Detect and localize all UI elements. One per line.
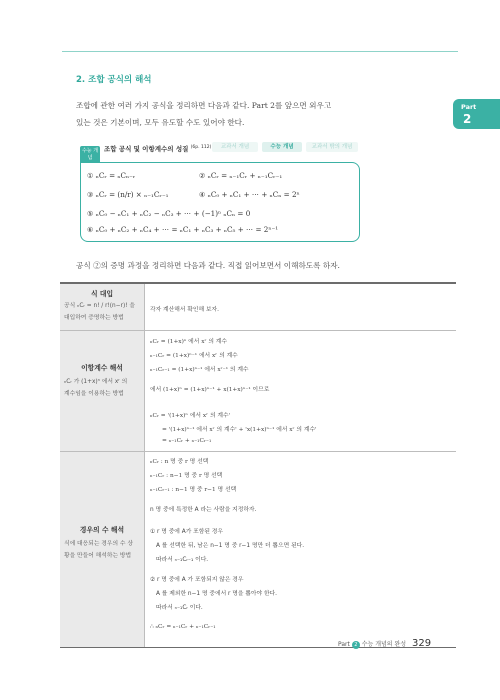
counting-line: n 명 중에 특정한 A 라는 사람을 지정하자. [150,507,257,513]
page-number: 329 [412,638,432,649]
top-divider [62,51,458,52]
row-counting-desc-2: 황을 만들어 해석하는 방법 [64,553,132,559]
row-counting-desc [64,538,142,562]
formula-box [80,162,360,242]
part-tab [453,99,500,129]
binomial-line: ₙ₋₁Cᵣ = (1+x)ⁿ⁻¹ 에서 xʳ 의 계수 [150,353,238,359]
section-title: 2. 조합 공식의 해석 [76,75,152,85]
footer-part-number: 2 [352,641,360,649]
row-counting-desc-1: 식에 대응되는 경우의 수 상 [64,541,133,547]
proof-intro-text: 공식 ②의 증명 과정을 정리하면 다음과 같다. 직접 읽어보면서 이해하도록 하자. [76,261,340,270]
row-binomial-desc [64,376,142,400]
row-substitution-content: 각자 계산해서 확인해 보자. [150,307,219,313]
row-substitution-desc [64,300,142,324]
pill-textbook-concept: 교과서 개념 [212,142,258,152]
row-binomial-desc-2: 계수임을 이용하는 방법 [64,391,124,397]
intro-paragraph [76,97,376,131]
row-substitution-desc-1: 공식 ₙCᵣ = n! / r!(n−r)! 을 [64,303,135,309]
binomial-line: = ₙ₋₁Cᵣ + ₙ₋₁Cᵣ₋₁ [162,438,212,444]
row-substitution-desc-2: 대입하여 증명하는 방법 [64,315,124,321]
row-counting-head: 경우의 수 해석 [79,526,125,534]
counting-line: A 를 선택한 뒤, 남은 n−1 명 중 r−1 명만 더 뽑으면 된다. [156,543,305,549]
counting-line: ₙCᵣ : n 명 중 r 명 선택 [150,459,209,465]
footer-text: 수능 개념의 완성 [361,641,407,648]
counting-line: 따라서 ₙ₋₁Cᵣ 이다. [156,605,203,611]
formula-2: ② ₙCᵣ = ₙ₋₁Cᵣ + ₙ₋₁Cᵣ₋₁ [199,171,283,180]
formula-box-title [104,144,211,153]
intro-line-1: 조합에 관한 여러 가지 공식을 정리하면 다음과 같다. Part 2를 앞으면 외우고 [76,101,332,110]
intro-line-2: 있는 것은 기본이며, 모두 유도할 수도 있어야 한다. [76,118,245,127]
part-tab-label: Part [461,103,477,111]
counting-line: ₙ₋₁Cᵣ₋₁ : n−1 명 중 r−1 명 선택 [150,487,237,493]
row-binomial-head: 이항계수 해석 [81,364,123,372]
counting-line: A 를 제외한 n−1 명 중에서 r 명을 뽑아야 한다. [156,591,277,597]
binomial-line: = '(1+x)ⁿ⁻¹ 에서 xʳ 의 계수' + 'x(1+x)ⁿ⁻¹ 에서 xʳ 의 계수' [162,427,317,433]
counting-line: ① r 명 중에 A가 포함된 경우 [150,529,223,535]
concept-badge: 수능 개념 [80,146,100,166]
part-tab-number: 2 [463,112,472,126]
counting-line: 따라서 ₙ₋₁Cᵣ₋₁ 이다. [156,557,209,563]
formula-box-title-text: 조합 공식 및 이항계수의 성질 [104,145,189,153]
pill-suneung-concept: 수능 개념 [262,142,302,152]
formula-3: ③ ₙCᵣ = (n/r) × ₙ₋₁Cᵣ₋₁ [87,190,169,199]
formula-1: ① ₙCᵣ = ₙCₙ₋ᵣ [87,171,136,180]
counting-line: ₙ₋₁Cᵣ : n−1 명 중 r 명 선택 [150,473,223,479]
proof-table [60,282,456,648]
binomial-line: ₙ₋₁Cᵣ₋₁ = (1+x)ⁿ⁻¹ 에서 xʳ⁻¹ 의 계수 [150,367,249,373]
formula-box-ref: (6p. 112) [190,144,212,150]
pill-beyond-textbook: 교과서 밖의 개념 [306,142,358,152]
formula-5: ⑤ ₙC₀ − ₙC₁ + ₙC₂ − ₙC₃ + ⋯ + (−1)ⁿ ₙCₙ = 0 [87,209,251,218]
footer-part-label: Part [338,641,350,648]
counting-conclusion: ∴ ₙCᵣ = ₙ₋₁Cᵣ + ₙ₋₁Cᵣ₋₁ [150,624,216,630]
formula-6: ⑥ ₙC₀ + ₙC₂ + ₙC₄ + ⋯ = ₙC₁ + ₙC₃ + ₙC₅ + ⋯ = 2ⁿ⁻¹ [87,225,279,234]
row-substitution-head: 식 대입 [90,290,114,298]
binomial-line: ₙCᵣ = '(1+x)ⁿ 에서 xʳ 의 계수' [150,413,231,419]
binomial-line: ₙCᵣ = (1+x)ⁿ 에서 xʳ 의 계수 [150,339,227,345]
binomial-line: 에서 (1+x)ⁿ = (1+x)ⁿ⁻¹ + x(1+x)ⁿ⁻¹ 이므로 [150,387,270,393]
formula-4: ④ ₙC₀ + ₙC₁ + ⋯ + ₙCₙ = 2ⁿ [199,190,300,199]
page-footer [338,638,431,649]
counting-line: ② r 명 중에 A 가 포함되지 않은 경우 [150,577,244,583]
row-binomial-desc-1: ₙCᵣ 가 (1+x)ⁿ 에서 xʳ 의 [64,379,128,385]
